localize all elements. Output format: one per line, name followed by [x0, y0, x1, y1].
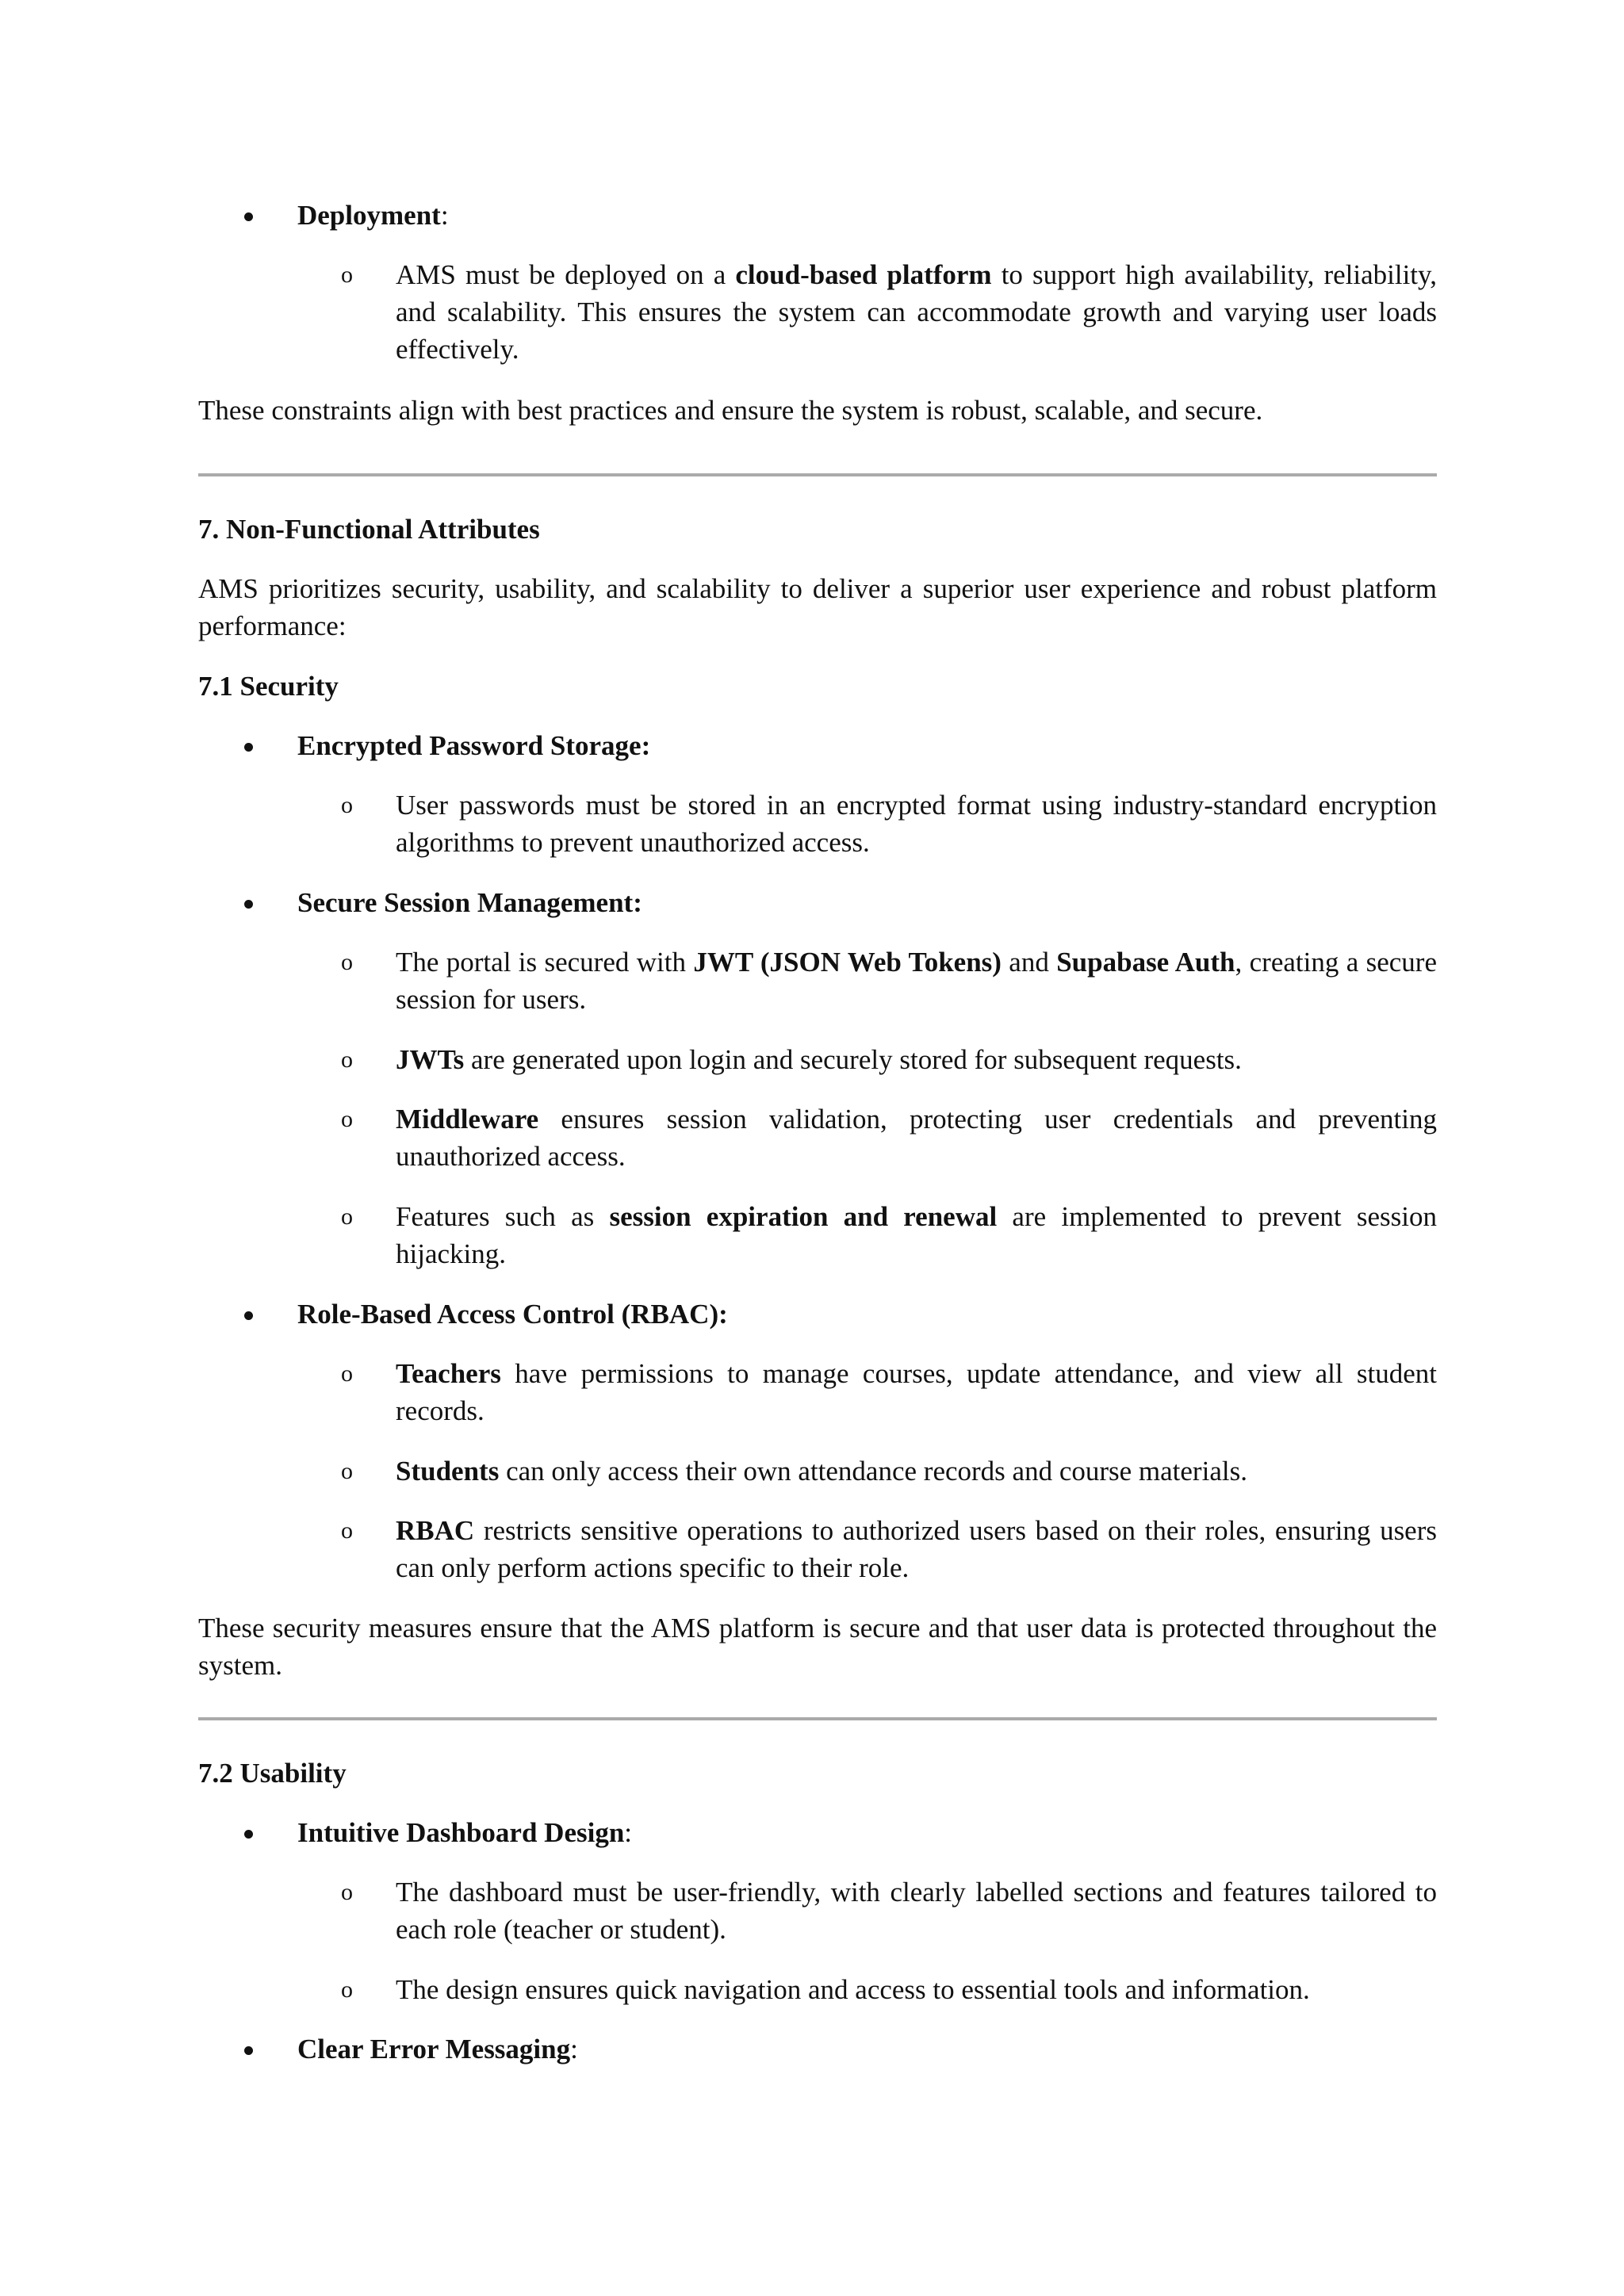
- subitem-text: JWTs are generated upon login and securely stored for subsequent requests.: [396, 1044, 1242, 1075]
- subitem-text: The portal is secured with JWT (JSON Web Tokens) and Supabase Auth, creating a secure session for users.: [396, 947, 1437, 1015]
- subitem-dashboard-navigation: [341, 1971, 1437, 2008]
- sub-bullet-marker: o: [341, 1517, 353, 1544]
- subitem-rbac-restricts: [341, 1512, 1437, 1586]
- security-summary: These security measures ensure that the AMS platform is secure and that user data is protected throughout the system.: [198, 1613, 1437, 1681]
- subitem-jwts: [341, 1041, 1437, 1078]
- subitem-students: [341, 1452, 1437, 1490]
- subitem-teachers: [341, 1355, 1437, 1429]
- subitem-text: RBAC restricts sensitive operations to authorized users based on their roles, ensuring users can only perform actions specific to their role.: [396, 1515, 1437, 1583]
- section-heading-7: 7. Non-Functional Attributes: [198, 514, 540, 545]
- sub-bullet-marker: o: [341, 1360, 353, 1387]
- subsection-heading-usability: 7.2 Usability: [198, 1758, 347, 1789]
- bullet-label: Clear Error Messaging:: [297, 2034, 578, 2064]
- sub-bullet-marker: o: [341, 1458, 353, 1484]
- subitem-text: The dashboard must be user-friendly, with clearly labelled sections and features tailored to each role (teacher or student).: [396, 1877, 1437, 1945]
- subitem-jwt-supabase: [341, 943, 1437, 1018]
- sub-bullet-marker: o: [341, 1879, 353, 1905]
- subsection-heading-security: 7.1 Security: [198, 671, 339, 702]
- subitem-text: Teachers have permissions to manage courses, update attendance, and view all student records.: [396, 1358, 1437, 1426]
- sub-bullet-marker: o: [341, 1203, 353, 1230]
- sub-bullet-marker: o: [341, 792, 353, 818]
- subitem-deployment-cloud: [341, 256, 1437, 368]
- subitem-dashboard-user-friendly: [341, 1873, 1437, 1948]
- subitem-session-expiration: [341, 1198, 1437, 1272]
- subitem-password-encryption: [341, 786, 1437, 861]
- constraints-summary: These constraints align with best practices and ensure the system is robust, scalable, and secure.: [198, 395, 1263, 426]
- subitem-text: Students can only access their own attendance records and course materials.: [396, 1456, 1247, 1487]
- subitem-middleware: [341, 1100, 1437, 1175]
- subitem-text: User passwords must be stored in an encrypted format using industry-standard encryption algorithms to prevent unauthorized access.: [396, 790, 1437, 858]
- sub-bullet-marker: o: [341, 262, 353, 288]
- bullet-label: Deployment:: [297, 200, 449, 231]
- bullet-label: Encrypted Password Storage:: [297, 730, 651, 761]
- sub-bullet-marker: o: [341, 1047, 353, 1073]
- bullet-label: Role-Based Access Control (RBAC):: [297, 1299, 728, 1330]
- sub-bullet-marker: o: [341, 1976, 353, 2003]
- subitem-text: Middleware ensures session validation, protecting user credentials and preventing unauthorized access.: [396, 1104, 1437, 1172]
- bullet-label: Intuitive Dashboard Design:: [297, 1817, 633, 1848]
- subitem-text: AMS must be deployed on a cloud-based platform to support high availability, reliability, and scalability. This ensures the system can accommodate growth and varying user loads effectively.: [396, 259, 1437, 365]
- section-divider: [198, 1717, 1437, 1720]
- bullet-label: Secure Session Management:: [297, 887, 642, 918]
- section-divider: [198, 473, 1437, 476]
- sub-bullet-marker: o: [341, 949, 353, 975]
- subitem-text: Features such as session expiration and renewal are implemented to prevent session hijacking.: [396, 1201, 1437, 1269]
- section-7-intro: AMS prioritizes security, usability, and scalability to deliver a superior user experience and robust platform performance:: [198, 573, 1437, 641]
- sub-bullet-marker: o: [341, 1106, 353, 1132]
- subitem-text: The design ensures quick navigation and access to essential tools and information.: [396, 1974, 1310, 2005]
